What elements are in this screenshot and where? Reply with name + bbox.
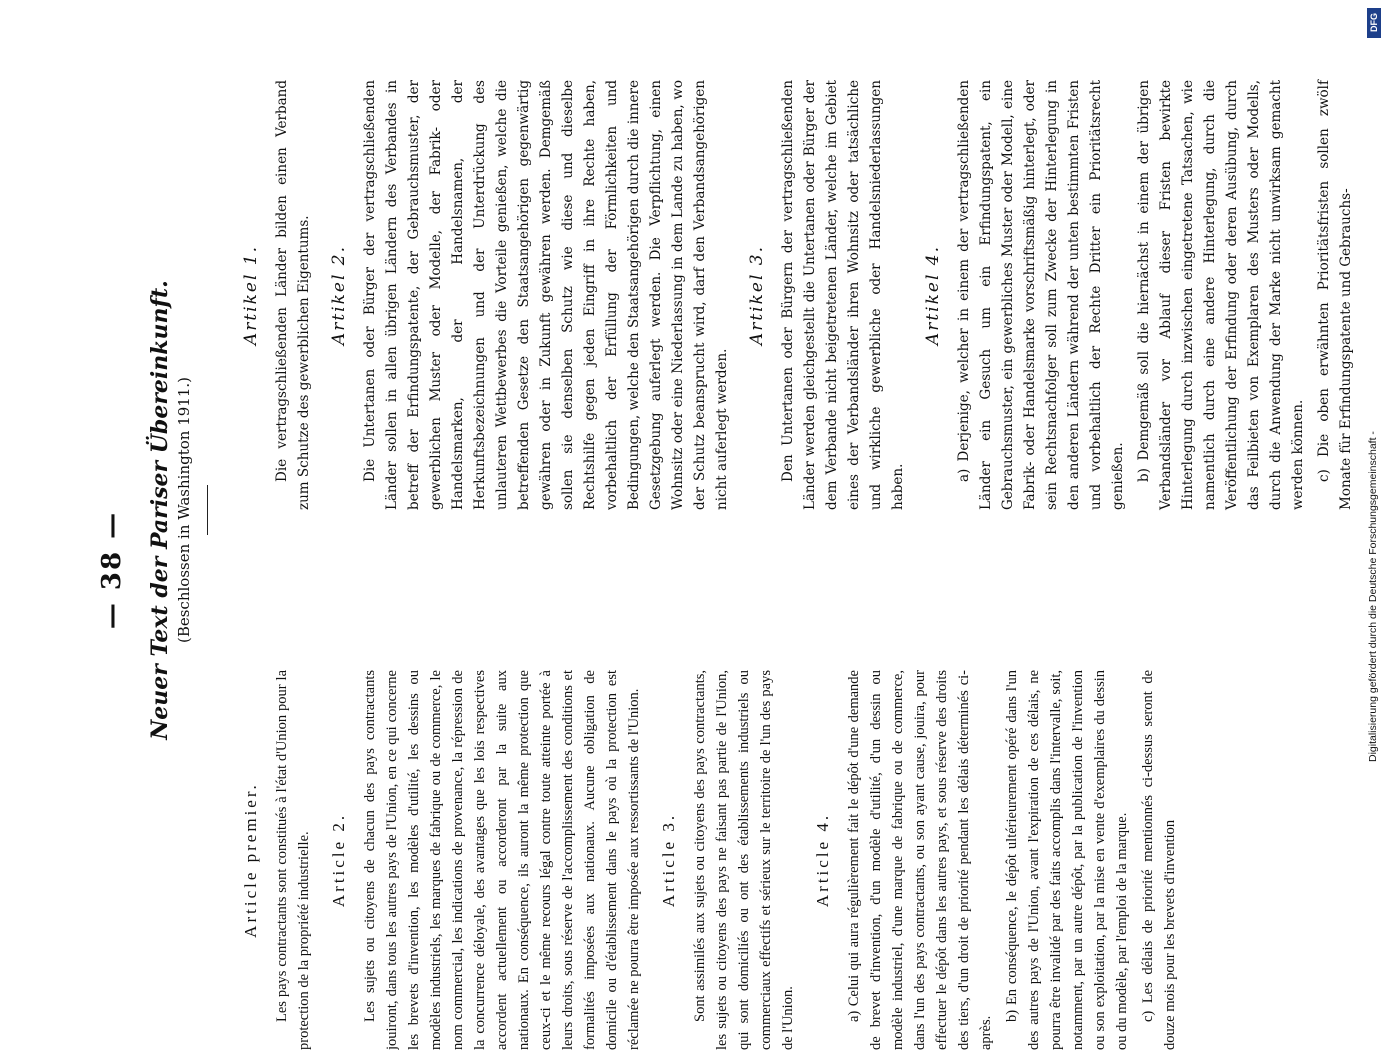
article-paragraph: a) Derjenige, welcher in einem der vertragschließenden Länder ein Gesuch um ein Erfindungspatent, ein Gebrauchsmuster, ein gewerbliches Muster oder Modell, eine Fabrik- oder Handelsmarke vorschriftsmäßig hinterlegt, oder sein Rechtsnachfolger soll zum Zwecke der Hinterlegung in den anderen Ländern während der unten bestimmten Fristen und vorbehaltlich der Rechte Dritter ein Prioritätsrecht genießen. [956, 80, 1126, 510]
credit-text: Digitalisierung gefördert durch die Deutsche Forschungsgemeinschaft - [1367, 431, 1379, 762]
article-paragraph: Den Untertanen oder Bürgern der vertragschließenden Länder werden gleichgestellt die Untertanen oder Bürger der dem Verbande nicht beigetretenen Länder, welche im Gebiet eines der Verbandsländer ihren Wohnsitz oder tatsächliche und wirkliche gewerbliche oder Handelsniederlassungen haben. [780, 80, 906, 510]
article-paragraph: Sont assimilés aux sujets ou citoyens des pays contractants, les sujets ou citoyens des pays ne faisant pas partie de l'Union, qui sont domiciliés ou ont des établissements industriels ou commerciaux effectifs et sérieux sur le territoire de l'un des pays de l'Union. [692, 670, 796, 1050]
article-heading: Artikel 3. [747, 244, 767, 346]
article-heading: Artikel 1. [241, 244, 261, 346]
article-heading: Article premier. [241, 782, 260, 938]
artikel-4-de [923, 80, 1357, 510]
article-paragraph: Die vertragschließenden Länder bilden einen Verband zum Schutze des gewerblichen Eigentums. [274, 80, 312, 510]
digitization-credit [1363, 0, 1383, 1000]
article-2-fr [329, 670, 645, 1050]
article-premier [241, 670, 315, 1050]
article-heading: Artikel 4. [923, 244, 943, 346]
french-column [0, 670, 1317, 1050]
article-4-fr [813, 670, 1181, 1050]
article-paragraph: c) Les délais de priorité mentionnés ci-dessus seront de douze mois pour les brevets d'invention [1140, 670, 1178, 1050]
article-paragraph: Les sujets ou citoyens de chacun des pays contractants jouiront, dans tous les autres pays de l'Union, en ce qui concerne les brevets d'invention, les modèles d'utilité, les dessins ou modèles industriels, les marques de fabrique ou de commerce, le nom commercial, les indications de provenance, la répression de la concurrence déloyale, des avantages que les lois respectives accordent actuellement ou accorderont par la suite aux nationaux. En conséquence, ils auront la même protection que ceux-ci et le même recours légal contre toute atteinte portée à leurs droits, sous réserve de l'accomplissement des conditions et formalités imposées aux nationaux. Aucune obligation de domicile ou d'établissement dans le pays où la protection est réclamée ne pourra être imposée aux ressortissants de l'Union. [362, 670, 642, 1050]
article-heading: Article 2. [329, 812, 348, 908]
german-column [0, 80, 1354, 510]
article-heading: Article 4. [813, 812, 832, 908]
article-heading: Article 3. [659, 812, 678, 908]
article-paragraph: c) Die oben erwähnten Prioritätsfristen sollen zwölf Monate für Erfindungspatente und Gebrauchs- [1316, 80, 1354, 510]
article-paragraph: a) Celui qui aura régulièrement fait le dépôt d'une demande de brevet d'invention, d'un modèle d'utilité, d'un dessin ou modèle industriel, d'une marque de fabrique ou de commerce, dans l'un des pays contractants, ou son ayant cause, jouira, pour effectuer le dépôt dans les autres pays, et sous réserve des droits des tiers, d'un droit de priorité pendant les délais déterminés ci-après. [846, 670, 994, 1050]
artikel-1-de [241, 80, 315, 510]
article-paragraph: b) En conséquence, le dépôt ultérieurement opéré dans l'un des autres pays de l'Union, avant l'expiration de ces délais, ne pourra être invalidé par des faits accomplis dans l'intervalle, soit, notamment, par un autre dépôt, par la publication de l'invention ou son exploitation, par la mise en vente d'exemplaires du dessin ou du modèle, par l'emploi de la marque. [1004, 670, 1130, 1050]
artikel-2-de [329, 80, 733, 510]
document-subtitle: (Beschlossen in Washington 1911.) [175, 376, 193, 644]
dfg-logo: DFG [1367, 8, 1381, 38]
article-paragraph: Les pays contractants sont constitués à l'état d'Union pour la protection de la propriété industrielle. [274, 670, 312, 1050]
artikel-3-de [747, 80, 909, 510]
rotated-page [0, 70, 1354, 1050]
article-heading: Artikel 2. [329, 244, 349, 346]
document-title: Neuer Text der Pariser Übereinkunft. [147, 280, 173, 740]
page-number: — 38 — [97, 510, 127, 630]
article-3-fr [659, 670, 799, 1050]
article-paragraph: Die Untertanen oder Bürger der vertragschließenden Länder sollen in allen übrigen Ländern des Verbandes in betreff der Erfindungspatente, der Gebrauchsmuster, der gewerblichen Muster oder Modelle, der Fabrik- oder Handelsmarken, der Handelsnamen, der Herkunftsbezeichnungen und der Unterdrückung des unlauteren Wettbewerbes die Vorteile genießen, welche die betreffenden Gesetze den Staatsangehörigen gegenwärtig gewähren oder in Zukunft gewähren werden. Demgemäß sollen sie denselben Schutz wie diese und dieselbe Rechtshilfe gegen jeden Eingriff in ihre Rechte haben, vorbehaltlich der Erfüllung der Förmlichkeiten und Bedingungen, welche den Staatsangehörigen durch die innere Gesetzgebung auferlegt werden. Die Verpflichtung, einen Wohnsitz oder eine Niederlassung in dem Lande zu haben, wo der Schutz beansprucht wird, darf den Verbandsangehörigen nicht auferlegt werden. [362, 80, 730, 510]
article-paragraph: b) Demgemäß soll die hiernächst in einem der übrigen Verbandsländer vor Ablauf dieser Fristen bewirkte Hinterlegung durch inzwischen eingetretene Tatsachen, wie namentlich durch eine andere Hinterlegung, durch die Veröffentlichung der Erfindung oder deren Ausübung, durch das Feilbieten von Exemplaren des Musters oder Modells, durch die Anwendung der Marke nicht unwirksam gemacht werden können. [1136, 80, 1306, 510]
